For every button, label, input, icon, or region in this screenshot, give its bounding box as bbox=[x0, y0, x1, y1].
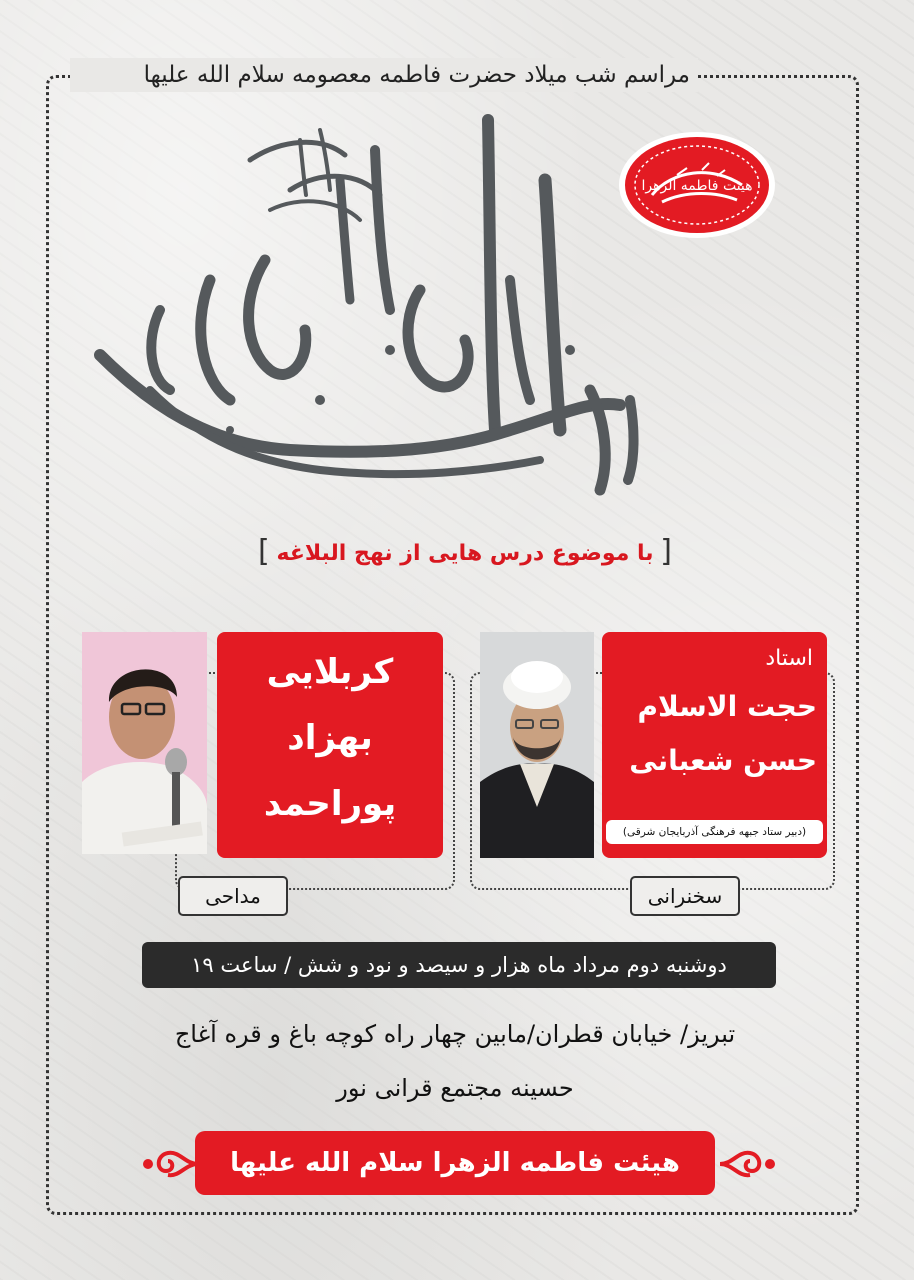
topic-line bbox=[258, 535, 672, 573]
bracket-right: [ bbox=[660, 534, 672, 569]
organizer-seal-logo bbox=[617, 130, 777, 240]
address-line-2: حسینه مجتمع قرانی نور bbox=[336, 1074, 574, 1102]
topic-label: با موضوع درس هایی از نهج البلاغه bbox=[276, 541, 654, 566]
speaker-info-box bbox=[602, 632, 827, 858]
date-time-bar: دوشنبه دوم مرداد ماه هزار و سیصد و نود و شش / ساعت ۱۹ bbox=[142, 942, 776, 988]
speaker-role-tag: سخنرانی bbox=[630, 876, 740, 916]
speaker-name-line1: حجت الاسلام bbox=[637, 690, 817, 723]
calligraphy-artwork bbox=[90, 100, 640, 520]
right-ornament-icon bbox=[718, 1143, 778, 1185]
eulogist-photo bbox=[82, 632, 207, 854]
eulogist-name-line3: پوراحمد bbox=[263, 784, 397, 824]
eulogist-role-tag: مداحی bbox=[178, 876, 288, 916]
speaker-name-line2: حسن شعبانی bbox=[629, 744, 817, 777]
speaker-photo bbox=[480, 632, 594, 858]
left-ornament-icon bbox=[140, 1143, 200, 1185]
speaker-subtitle: (دبیر ستاد جبهه فرهنگی آذربایجان شرقی) bbox=[606, 820, 823, 844]
speaker-title: استاد bbox=[765, 646, 813, 671]
address-line-1: تبریز/ خیابان قطران/مابین چهار راه کوچه باغ و قره آغاج bbox=[174, 1020, 736, 1048]
eulogist-name-line1: کربلایی bbox=[266, 652, 394, 692]
eulogist-info-box bbox=[217, 632, 443, 858]
organizer-footer: هیئت فاطمه الزهرا سلام الله علیها bbox=[195, 1131, 715, 1195]
eulogist-name-line2: بهزاد bbox=[287, 718, 373, 758]
seal-text: هیئت فاطمه الزهرا bbox=[641, 178, 753, 194]
ceremony-title: مراسم شب میلاد حضرت فاطمه معصومه سلام الله علیها bbox=[70, 58, 698, 92]
bracket-left: ] bbox=[258, 534, 270, 569]
